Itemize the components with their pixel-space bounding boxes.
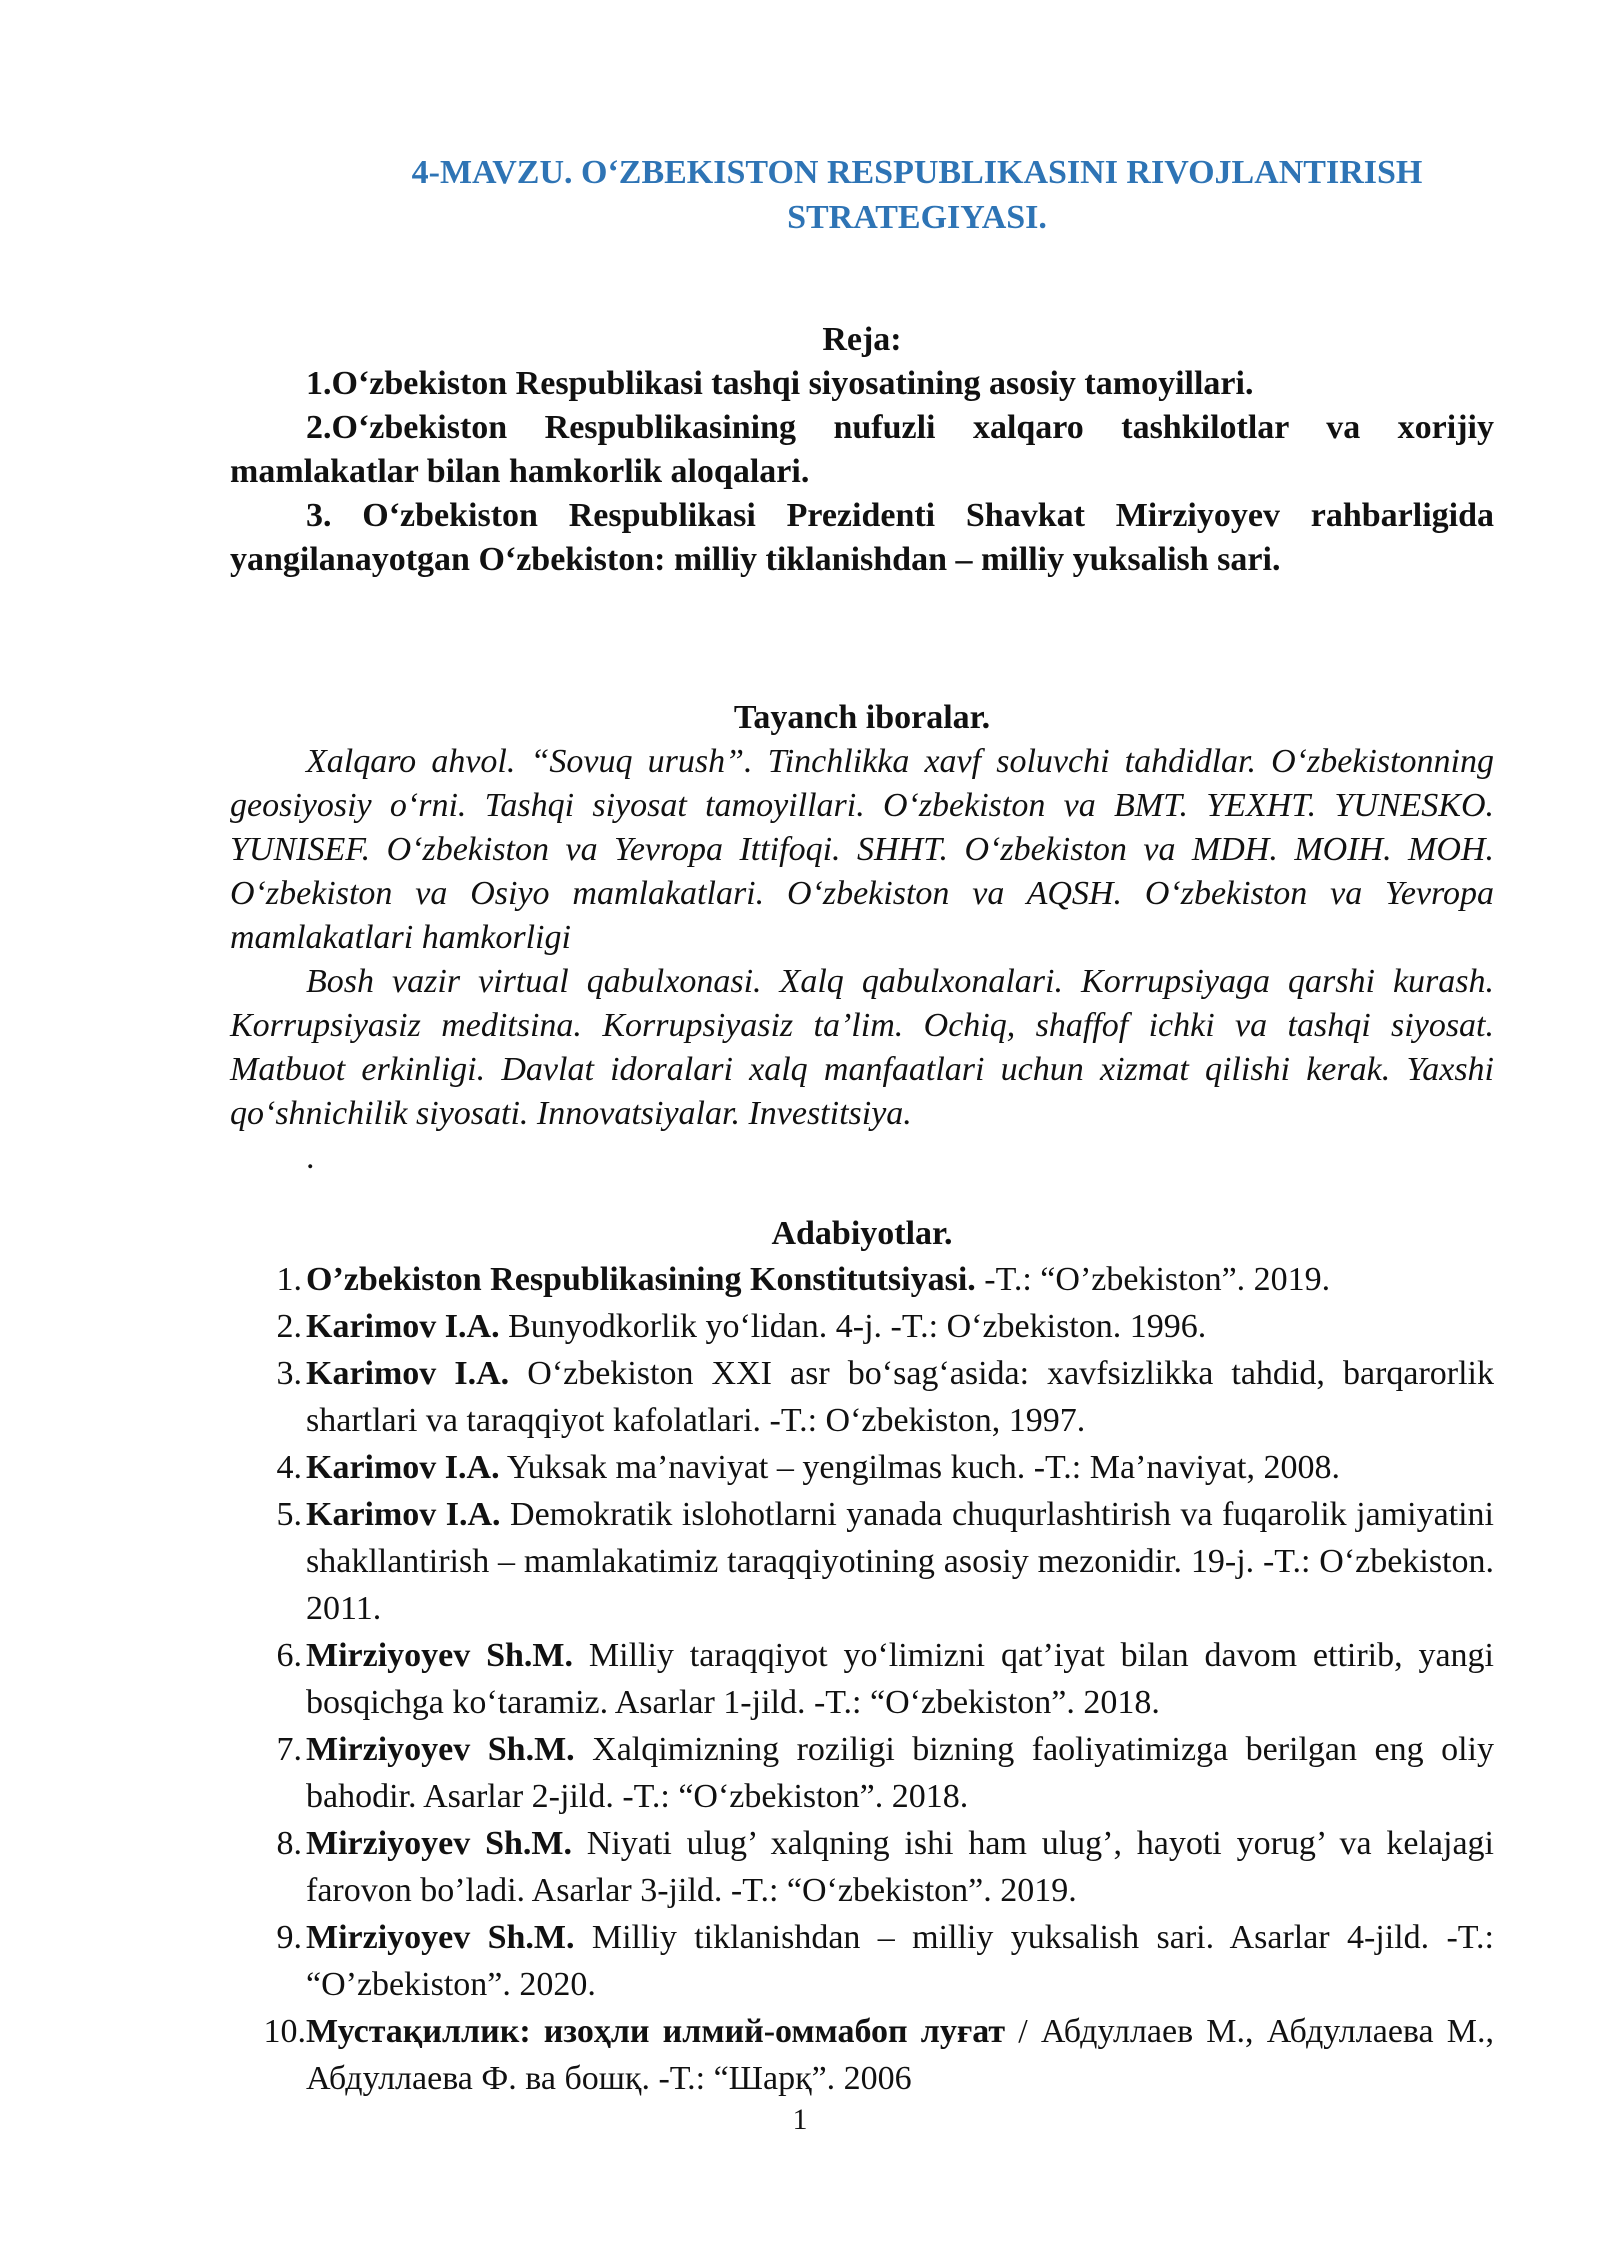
trailing-dot: . [306,1139,315,1176]
literature-author: Karimov I.A. [306,1355,510,1392]
literature-text: Xalqimizning roziligi bizning faoliyatimizga berilgan eng oliy bahodir. Asarlar 2-jild. -T.: “O‘zbekiston”. 2018. [306,1731,1494,1815]
literature-number: 9. [276,1919,302,1956]
literature-text: / Абдуллаев М., Абдуллаева М., Абдуллаева Ф. ва бошқ. -Т.: “Шарқ”. 2006 [306,2013,1494,2097]
reja-item-2: 2.O‘zbekiston Respublikasining nufuzli xalqaro tashkilotlar va xorijiy mamlakatlar bilan hamkorlik aloqalari. [230,409,1494,490]
literature-number: 1. [276,1261,302,1298]
literature-author: Mirziyoyev Sh.M. [306,1731,575,1768]
literature-text: Niyati ulug’ xalqning ishi ham ulug’, hayoti yorug’ va kelajagi farovon bo’ladi. Asarlar 3-jild. -T.: “O‘zbekiston”. 2019. [306,1825,1495,1909]
adabiyotlar-heading: Adabiyotlar. [771,1215,953,1252]
literature-item [230,1350,1494,1444]
literature-item [230,1491,1494,1632]
literature-item [230,1303,1494,1350]
tayanch-section [230,696,1494,1180]
literature-author: Karimov I.A. [306,1496,501,1533]
tayanch-heading: Tayanch iboralar. [733,699,991,736]
document-title [230,150,1494,240]
page-number: 1 [792,2103,808,2136]
literature-text: -T.: “O’zbekiston”. 2019. [975,1261,1331,1298]
adabiyotlar-section [230,1212,1494,2102]
reja-item-1: 1.O‘zbekiston Respublikasi tashqi siyosatining asosiy tamoyillari. [306,365,1254,402]
literature-text: Yuksak ma’naviyat – yengilmas kuch. -T.: Ma’naviyat, 2008. [499,1449,1340,1486]
literature-author: Mirziyoyev Sh.M. [306,1919,575,1956]
literature-item [230,1256,1494,1303]
literature-list [230,1256,1494,2102]
literature-author: Karimov I.A. [306,1308,500,1345]
literature-author: Karimov I.A. [306,1449,500,1486]
literature-number: 5. [276,1496,302,1533]
literature-text: Milliy taraqqiyot yo‘limizni qat’iyat bilan davom ettirib, yangi bosqichga ko‘taramiz. Asarlar 1-jild. -T.: “O‘zbekiston”. 2018. [306,1637,1494,1721]
literature-number: 10. [263,2013,306,2050]
literature-text: Bunyodkorlik yo‘lidan. 4-j. -T.: O‘zbekiston. 1996. [499,1308,1207,1345]
literature-item [230,1820,1494,1914]
literature-author: Мустақиллик: изоҳли илмий-оммабоп луғат [306,2013,1006,2050]
literature-text: Demokratik islohotlarni yanada chuqurlashtirish va fuqarolik jamiyatini shakllantirish – mamlakatimiz taraqqiyotining asosiy mezonidir. 19-j. -T.: O‘zbekiston. 2011. [306,1496,1494,1627]
keywords-paragraph-2: Bosh vazir virtual qabulxonasi. Xalq qabulxonalari. Korrupsiyaga qarshi kurash. Korrupsiyasiz meditsina. Korrupsiyasiz ta’lim. Ochiq, shaffof ichki va tashqi siyosat. Matbuot erkinligi. Davlat idoralari xalq manfaatlari uchun xizmat qilishi kerak. Yaxshi qo‘shnichilik siyosati. Innovatsiyalar. Investitsiya. [230,963,1494,1132]
literature-author: O’zbekiston Respublikasining Konstitutsiyasi. [306,1261,976,1298]
literature-number: 3. [276,1355,302,1392]
literature-item [230,1726,1494,1820]
literature-item [230,1444,1494,1491]
title-line-2: STRATEGIYASI. [787,199,1047,236]
literature-text: O‘zbekiston XXI asr bo‘sag‘asida: xavfsizlikka tahdid, barqarorlik shartlari va taraqqiyot kafolatlari. -T.: O‘zbekiston, 1997. [306,1355,1495,1439]
reja-heading: Reja: [822,321,902,358]
literature-number: 4. [276,1449,302,1486]
literature-item [230,2008,1494,2102]
document-page [230,150,1494,2102]
literature-number: 7. [276,1731,302,1768]
literature-author: Mirziyoyev Sh.M. [306,1637,574,1674]
title-line-1: 4-MAVZU. O‘ZBEKISTON RESPUBLIKASINI RIVOJLANTIRISH [411,154,1423,191]
literature-item [230,1632,1494,1726]
reja-section [230,318,1494,582]
literature-author: Mirziyoyev Sh.M. [306,1825,572,1862]
literature-number: 6. [276,1637,302,1674]
literature-number: 8. [276,1825,302,1862]
literature-item [230,1914,1494,2008]
literature-number: 2. [276,1308,302,1345]
literature-text: Milliy tiklanishdan – milliy yuksalish sari. Asarlar 4-jild. -T.: “O’zbekiston”. 2020. [306,1919,1494,2003]
keywords-paragraph-1: Xalqaro ahvol. “Sovuq urush”. Tinchlikka xavf soluvchi tahdidlar. O‘zbekistonning geosiyosiy o‘rni. Tashqi siyosat tamoyillari. O‘zbekiston va BMT. YEXHT. YUNESKO. YUNISEF. O‘zbekiston va Yevropa Ittifoqi. SHHT. O‘zbekiston va MDH. MOIH. MOH. O‘zbekiston va Osiyo mamlakatlari. O‘zbekiston va AQSH. O‘zbekiston va Yevropa mamlakatlari hamkorligi [230,743,1494,956]
reja-item-3: 3. O‘zbekiston Respublikasi Prezidenti Shavkat Mirziyoyev rahbarligida yangilanayotgan O‘zbekiston: milliy tiklanishdan – milliy yuksalish sari. [230,497,1494,578]
